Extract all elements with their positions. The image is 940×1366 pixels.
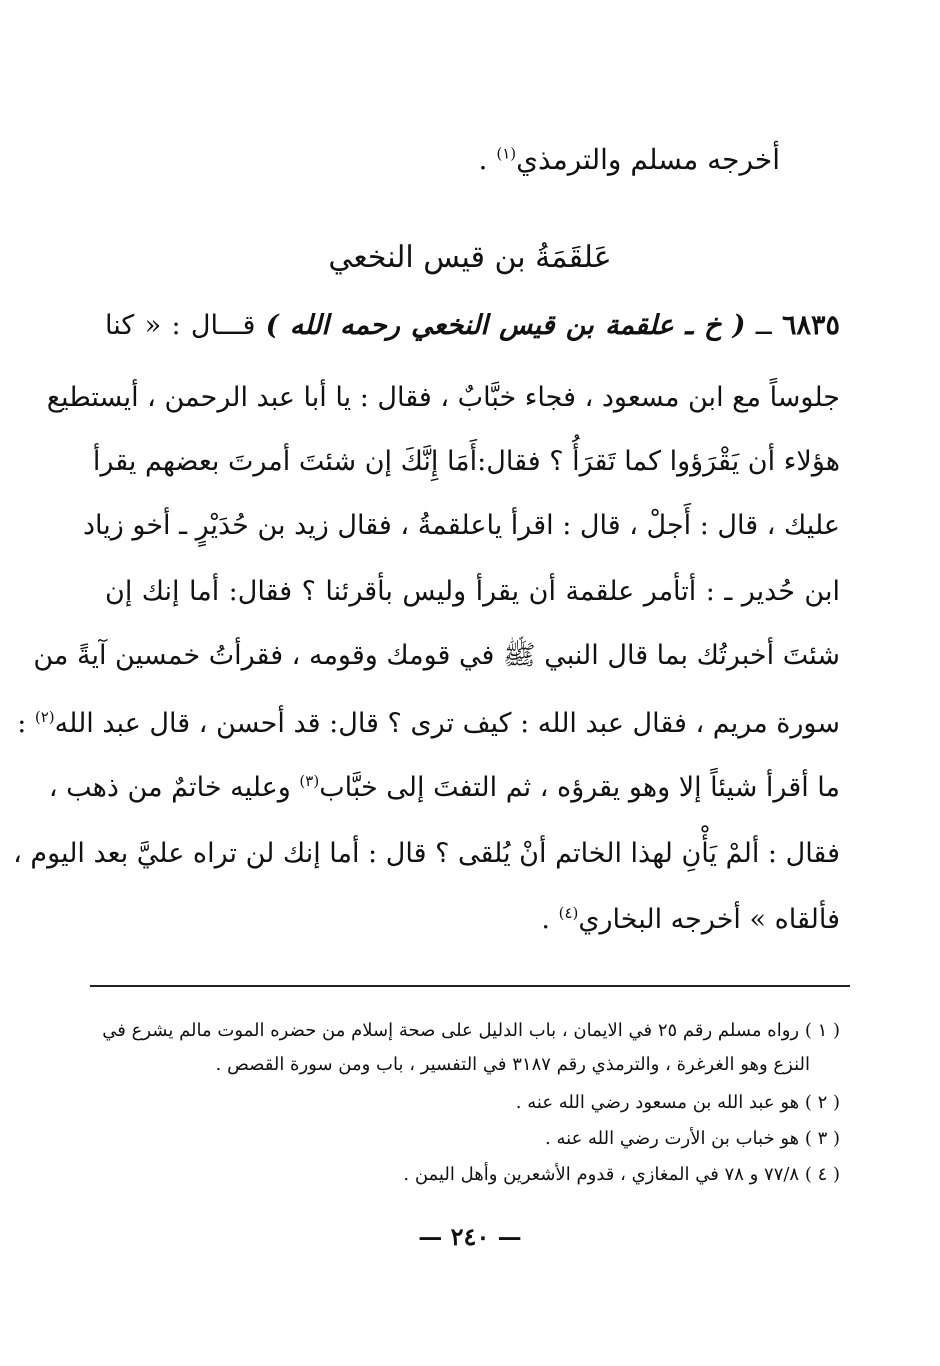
body-line: عليك ، قال : أَجلْ ، قال : اقرأ ياعلقمةُ ، فقال زيد بن حُدَيْرٍ ـ أخو زياد — [82, 510, 840, 541]
footnote-1: ( ١ ) رواه مسلم رقم ٢٥ في الايمان ، باب الدليل على صحة إسلام من حضره الموت مالم يشرع في — [102, 1020, 840, 1041]
footnote-1-continuation: النزع وهو الغرغرة ، والترمذي رقم ٣١٨٧ في التفسير ، باب ومن سورة القصص . — [215, 1054, 810, 1075]
page-number: — ٢٤٠ — — [418, 1222, 522, 1251]
hadith-isnad: ( خ ـ علقمة بن قيس النخعي رحمه الله ) — [265, 310, 746, 341]
intro-end: . — [478, 143, 497, 176]
body-line: جلوساً مع ابن مسعود ، فجاء خبَّابٌ ، فقال : يا أبا عبد الرحمن ، أيستطيع — [46, 382, 840, 413]
section-heading: عَلقَمَةُ بن قيس النخعي — [328, 240, 612, 275]
footnote-ref-3: (٣) — [299, 772, 320, 790]
body-line: فقال : ألمْ يَأْنِ لهذا الخاتم أنْ يُلقى ؟ قال : أما إنك لن تراه عليَّ بعد اليوم ، — [13, 838, 840, 869]
body-line: ابن حُدير ـ : أتأمر علقمة أن يقرأ وليس بأقرئنا ؟ فقال: أما إنك إن — [105, 576, 840, 607]
footnote-ref-4: (٤) — [558, 904, 579, 922]
body-line: هؤلاء أن يَقْرَؤوا كما تَقرَأُ ؟ فقال:أَمَا إِنَّكَ إن شئتَ أمرتَ بعضهم يقرأ — [92, 446, 840, 477]
intro-line — [479, 143, 780, 176]
intro-text: أخرجه مسلم والترمذي — [516, 143, 780, 176]
footnote-ref-1: (١) — [496, 144, 517, 163]
body-line: سورة مريم ، فقال عبد الله : كيف ترى ؟ قال: قد أحسن ، قال عبد الله$^{(٢)}$ : — [17, 708, 840, 739]
footnote-separator — [90, 985, 850, 987]
body-last-line: فألقاه » أخرجه البخاري$^{(٤)}$ . — [541, 904, 840, 935]
hadith-opening: قـــال : « كنا — [105, 310, 266, 341]
footnote-4: ( ٤ ) ٧٧/٨ و ٧٨ في المغازي ، قدوم الأشعرين وأهل اليمن . — [403, 1164, 840, 1185]
hadith-dash: ــ — [745, 310, 782, 341]
body-line: ما أقرأ شيئاً إلا وهو يقرؤه ، ثم التفتَ إلى خبَّاب$^{(٣)}$ وعليه خاتمٌ من ذهب ، — [48, 772, 840, 803]
footnote-ref-2: (٢) — [34, 708, 55, 726]
hadith-number: ٦٨٣٥ — [781, 310, 840, 341]
hadith-first-line — [105, 306, 840, 346]
footnote-2: ( ٢ ) هو عبد الله بن مسعود رضي الله عنه . — [515, 1092, 840, 1113]
footnote-3: ( ٣ ) هو خباب بن الأرت رضي الله عنه . — [545, 1128, 840, 1149]
body-line: شئتَ أخبرتُك بما قال النبي ﷺ في قومك وقومه ، فقرأتُ خمسين آيةً من — [33, 640, 840, 671]
